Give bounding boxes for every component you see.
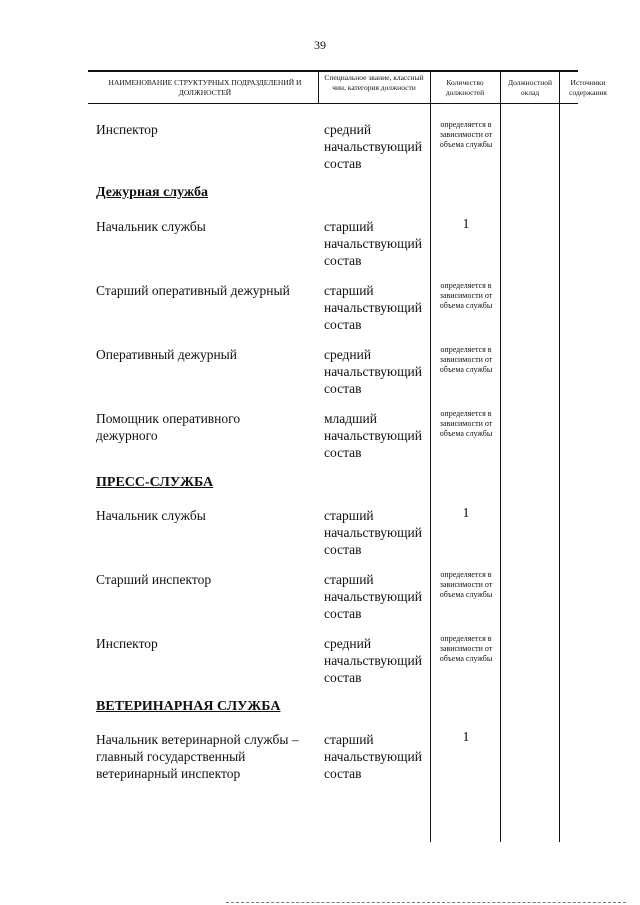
section-heading: Дежурная служба	[96, 185, 208, 200]
column-divider	[500, 71, 501, 842]
count-cell: определяется в зависимости от объема службы	[439, 120, 493, 149]
header-position: НАИМЕНОВАНИЕ СТРУКТУРНЫХ ПОДРАЗДЕЛЕНИЙ И ДОЛЖНОСТЕЙ	[108, 78, 302, 97]
table-header-rule	[88, 103, 578, 104]
rank-cell: средний начальствующий состав	[324, 636, 422, 685]
count-cell: 1	[462, 217, 470, 232]
header-rank: Специальное звание, классный чин, категория должности	[324, 73, 424, 92]
rank-cell: старший начальствующий состав	[324, 219, 422, 268]
header-salary: Должностной оклад	[507, 78, 553, 97]
rank-cell: старший начальствующий состав	[324, 283, 422, 332]
page-edge-line	[226, 902, 626, 903]
count-cell: 1	[462, 730, 470, 745]
count-cell: определяется в зависимости от объема службы	[439, 409, 493, 438]
section-heading: ПРЕСС-СЛУЖБА	[96, 475, 214, 490]
count-cell: определяется в зависимости от объема службы	[439, 570, 493, 599]
table-top-rule	[88, 70, 578, 72]
column-divider	[318, 71, 319, 104]
position-cell: Старший оперативный дежурный	[96, 283, 290, 298]
rank-cell: средний начальствующий состав	[324, 122, 422, 171]
count-cell: определяется в зависимости от объема службы	[439, 345, 493, 374]
position-cell: Начальник службы	[96, 508, 206, 523]
rank-cell: средний начальствующий состав	[324, 347, 422, 396]
count-cell: определяется в зависимости от объема службы	[439, 634, 493, 663]
position-cell: Старший инспектор	[96, 572, 212, 587]
position-cell: Начальник ветеринарной службы – главный государственный ветеринарный инспектор	[96, 732, 299, 781]
section-heading: ВЕТЕРИНАРНАЯ СЛУЖБА	[96, 699, 281, 714]
rank-cell: младший начальствующий состав	[324, 411, 422, 460]
column-divider	[559, 71, 560, 842]
header-count: Количество должностей	[445, 78, 485, 97]
position-cell: Инспектор	[96, 636, 158, 651]
position-cell: Оперативный дежурный	[96, 347, 237, 362]
rank-cell: старший начальствующий состав	[324, 508, 422, 557]
position-cell: Инспектор	[96, 122, 158, 137]
position-cell: Помощник оперативного дежурного	[96, 411, 241, 443]
rank-cell: старший начальствующий состав	[324, 732, 422, 781]
count-cell: 1	[462, 506, 470, 521]
rank-cell: старший начальствующий состав	[324, 572, 422, 621]
page-number: 39	[314, 38, 326, 52]
position-cell: Начальник службы	[96, 219, 206, 234]
header-source: Источники содержания	[569, 78, 607, 97]
count-cell: определяется в зависимости от объема службы	[439, 281, 493, 310]
